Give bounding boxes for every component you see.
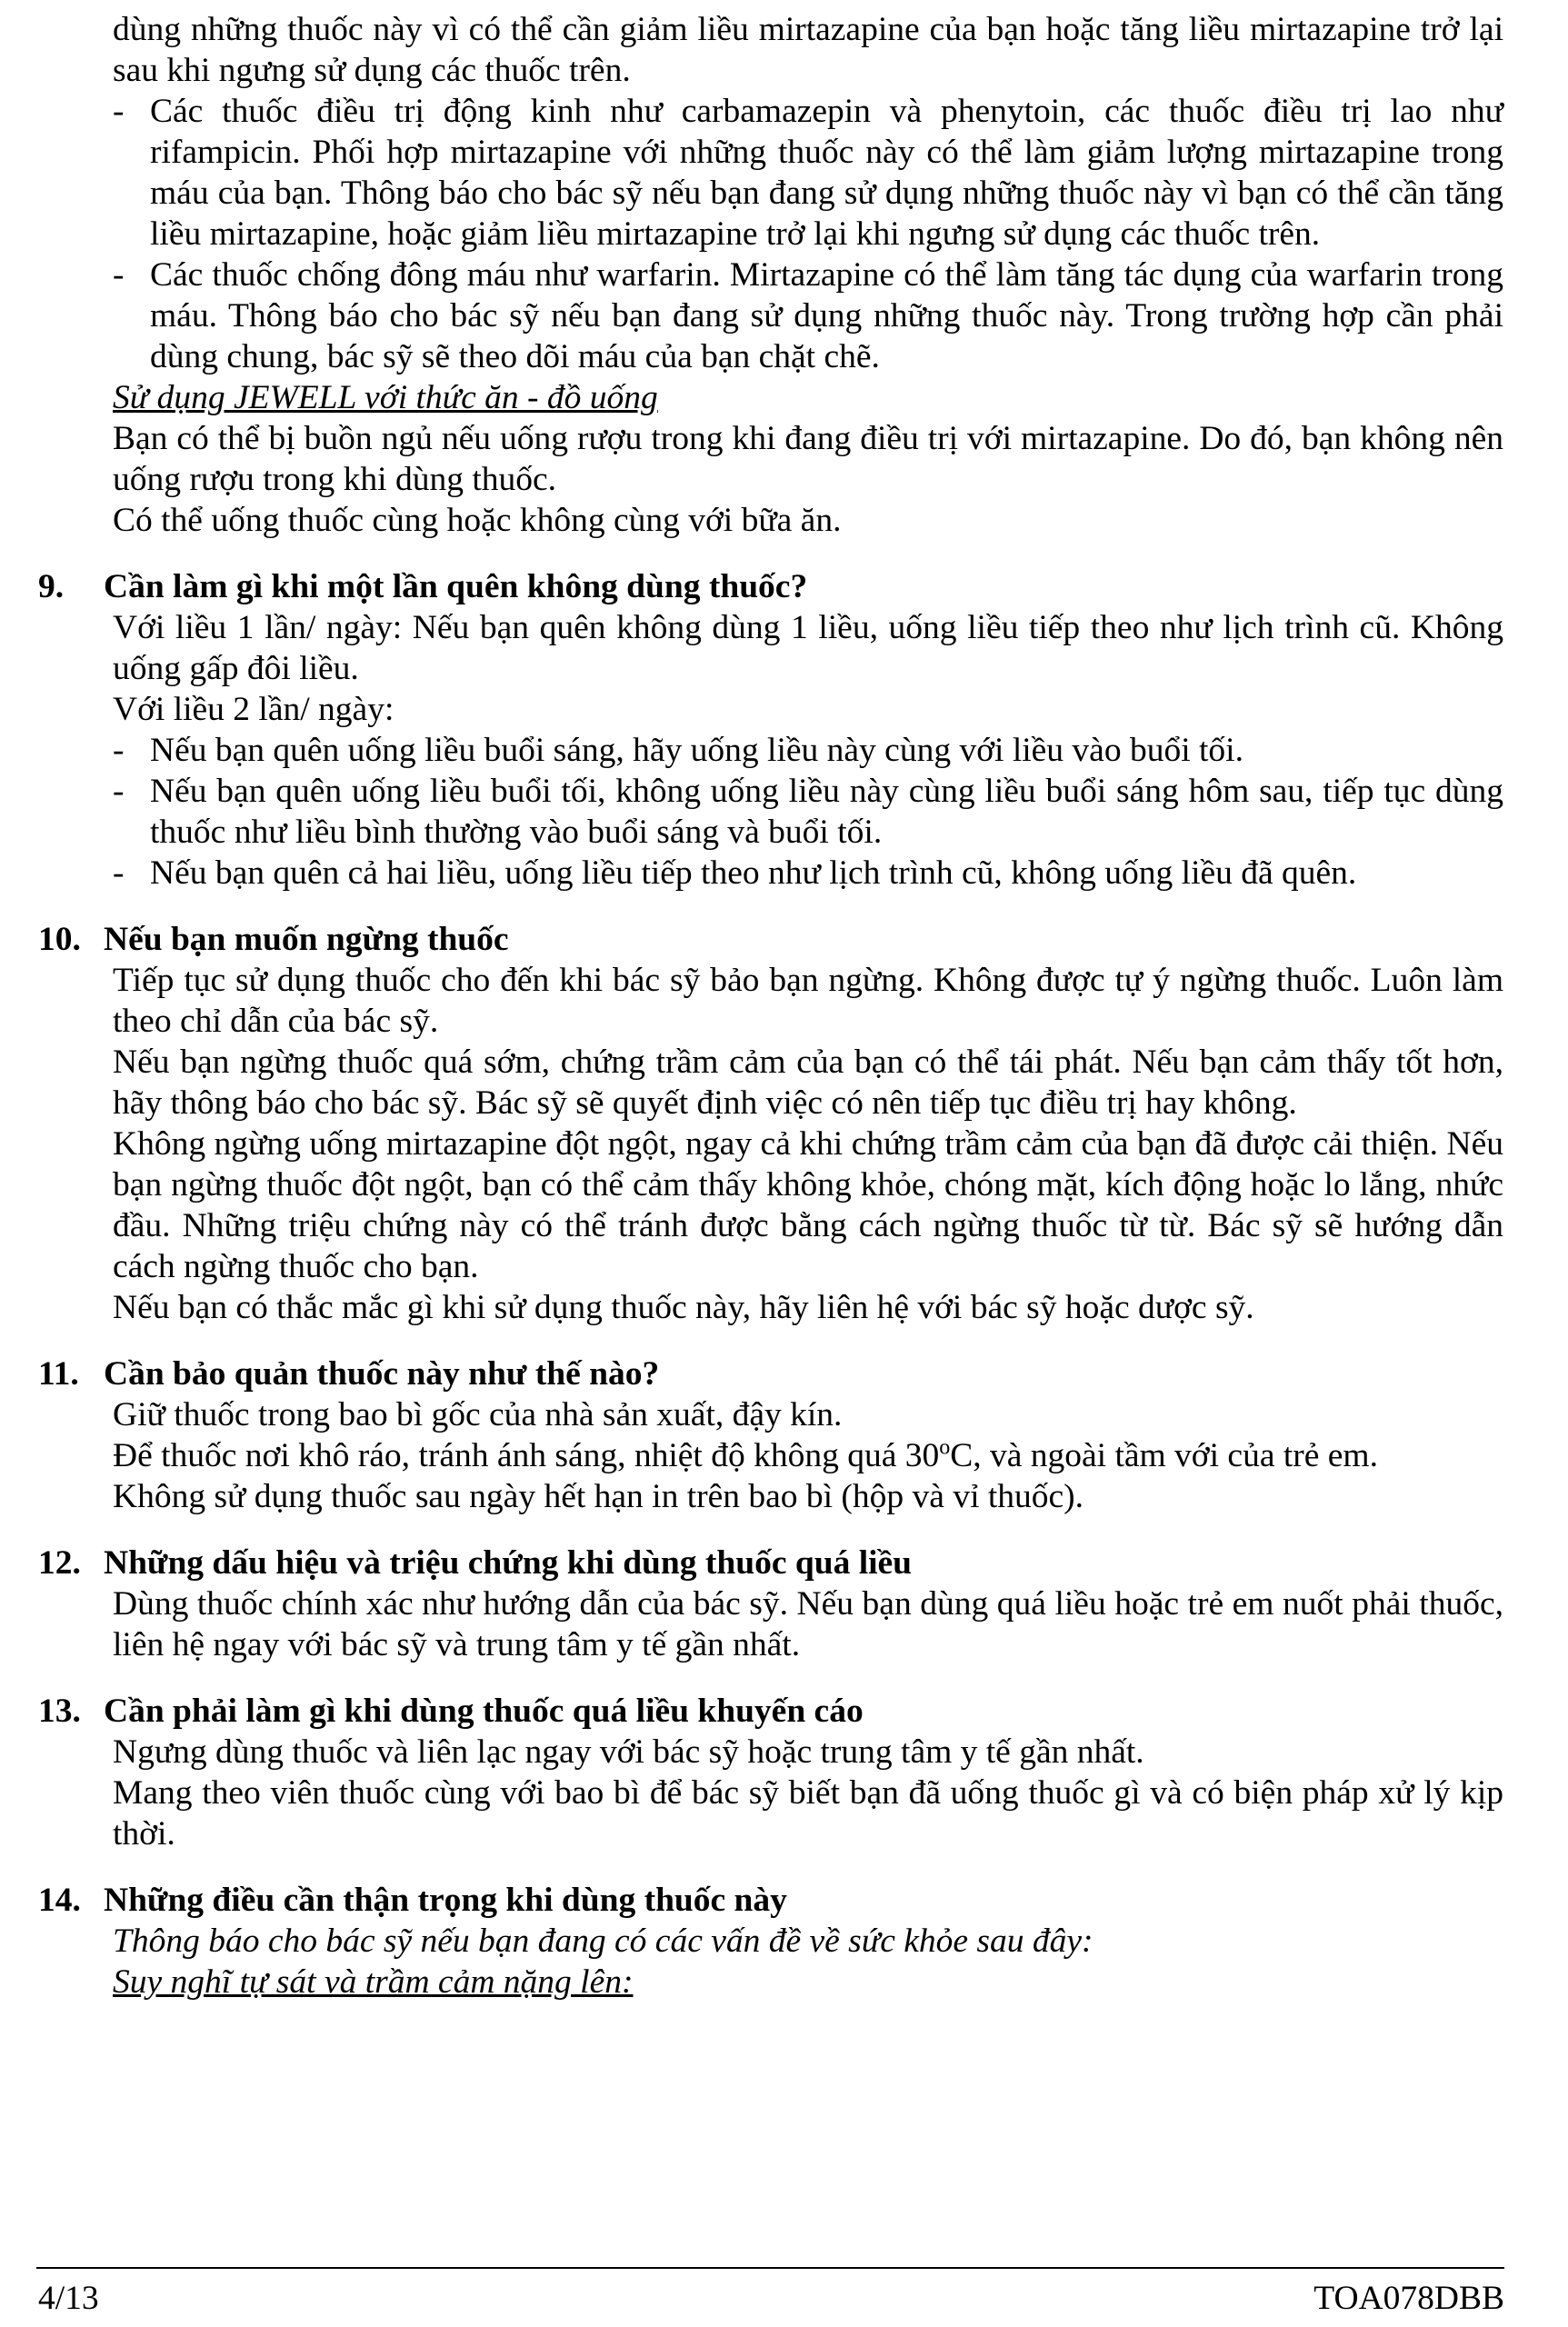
paragraph: Nếu bạn có thắc mắc gì khi sử dụng thuốc này, hãy liên hệ với bác sỹ hoặc dược sỹ. bbox=[113, 1289, 1254, 1326]
list-item bbox=[38, 91, 1503, 255]
section-title: Những điều cần thận trọng khi dùng thuốc này bbox=[104, 1882, 787, 1919]
section-title: Nếu bạn muốn ngừng thuốc bbox=[104, 921, 509, 958]
list-item bbox=[38, 853, 1503, 894]
storage-text-b: C, và ngoài tầm với của trẻ em. bbox=[950, 1437, 1378, 1474]
section-13 bbox=[38, 1691, 1503, 1854]
subheading bbox=[38, 1962, 1503, 2002]
dash-bullet: - bbox=[113, 93, 125, 130]
dash-bullet: - bbox=[113, 732, 125, 769]
paragraph: Với liều 1 lần/ ngày: Nếu bạn quên không dùng 1 liều, uống liều tiếp theo như lịch trình cũ. Không uống gấp đôi liều. bbox=[113, 609, 1503, 687]
paragraph: Không sử dụng thuốc sau ngày hết hạn in trên bao bì (hộp và vỉ thuốc). bbox=[113, 1478, 1084, 1515]
section-9 bbox=[38, 566, 1503, 894]
list-item-text: Nếu bạn quên cả hai liều, uống liều tiếp theo như lịch trình cũ, không uống liều đã quên. bbox=[150, 854, 1357, 892]
section-number: 11. bbox=[38, 1355, 79, 1393]
section-heading bbox=[38, 919, 1503, 960]
subheading-text: Suy nghĩ tự sát và trầm cảm nặng lên: bbox=[113, 1963, 634, 2001]
list-item-text: Các thuốc điều trị động kinh như carbamazepin và phenytoin, các thuốc điều trị lao như rifampicin. Phối hợp mirtazapine với những thuốc này có thể làm giảm lượng mirtazapine trong máu của bạn. Thông báo cho bác sỹ nếu bạn đang sử dụng những thuốc này vì bạn có thể cần tăng liều mirtazapine, hoặc giảm liều mirtazapine trở lại khi ngưng sử dụng các thuốc trên. bbox=[150, 93, 1503, 253]
section-10 bbox=[38, 919, 1503, 1328]
list-item bbox=[38, 255, 1503, 377]
list-item bbox=[38, 730, 1503, 771]
section-number: 9. bbox=[38, 568, 65, 605]
paragraph: Nếu bạn ngừng thuốc quá sớm, chứng trầm cảm của bạn có thể tái phát. Nếu bạn cảm thấy tốt hơn, hãy thông báo cho bác sỹ. Bác sỹ sẽ quyết định việc có nên tiếp tục điều trị hay không. bbox=[113, 1044, 1503, 1122]
paragraph: Giữ thuốc trong bao bì gốc của nhà sản xuất, đậy kín. bbox=[113, 1396, 843, 1433]
dash-bullet: - bbox=[113, 256, 125, 294]
list-item-text: Các thuốc chống đông máu như warfarin. Mirtazapine có thể làm tăng tác dụng của warfarin trong máu. Thông báo cho bác sỹ nếu bạn đang sử dụng những thuốc này. Trong trường hợp cần phải dùng chung, bác sỹ sẽ theo dõi máu của bạn chặt chẽ. bbox=[150, 256, 1503, 375]
paragraph: Dùng thuốc chính xác như hướng dẫn của bác sỹ. Nếu bạn dùng quá liều hoặc trẻ em nuốt phải thuốc, liên hệ ngay với bác sỹ và trung tâm y tế gần nhất. bbox=[113, 1585, 1503, 1663]
section-heading bbox=[38, 1543, 1503, 1583]
document-code: TOA078DBB bbox=[1313, 2280, 1504, 2317]
food-drink-heading bbox=[38, 377, 1503, 418]
section-number: 12. bbox=[38, 1544, 81, 1582]
page-number: 4/13 bbox=[38, 2280, 99, 2317]
paragraph bbox=[38, 1435, 1503, 1476]
paragraph: Tiếp tục sử dụng thuốc cho đến khi bác sỹ bảo bạn ngừng. Không được tự ý ngừng thuốc. Luôn làm theo chỉ dẫn của bác sỹ. bbox=[113, 962, 1503, 1040]
section-heading bbox=[38, 1880, 1503, 1921]
section-heading bbox=[38, 566, 1503, 607]
section-14 bbox=[38, 1880, 1503, 2002]
section-title: Những dấu hiệu và triệu chứng khi dùng thuốc quá liều bbox=[104, 1544, 913, 1582]
section-number: 13. bbox=[38, 1693, 81, 1730]
page-content bbox=[38, 9, 1503, 2002]
section-title: Cần làm gì khi một lần quên không dùng thuốc? bbox=[104, 568, 808, 605]
degree-superscript: o bbox=[939, 1435, 951, 1460]
paragraph: Mang theo viên thuốc cùng với bao bì để bác sỹ biết bạn đã uống thuốc gì và có biện pháp xử lý kịp thời. bbox=[113, 1774, 1503, 1853]
paragraph: Ngưng dùng thuốc và liên lạc ngay với bác sỹ hoặc trung tâm y tế gần nhất. bbox=[113, 1733, 1144, 1771]
continuation-text: dùng những thuốc này vì có thể cần giảm liều mirtazapine của bạn hoặc tăng liều mirtazapine trở lại sau khi ngưng sử dụng các thuốc trên. bbox=[113, 11, 1503, 89]
section-heading bbox=[38, 1353, 1503, 1394]
section-title: Cần bảo quản thuốc này như thế nào? bbox=[104, 1355, 660, 1393]
food-drink-heading-text: Sử dụng JEWELL với thức ăn - đồ uống bbox=[113, 379, 658, 416]
section-number: 10. bbox=[38, 921, 81, 958]
italic-paragraph: Thông báo cho bác sỹ nếu bạn đang có các vấn đề về sức khỏe sau đây: bbox=[113, 1923, 1094, 1960]
food-drink-paragraph: Bạn có thể bị buồn ngủ nếu uống rượu trong khi đang điều trị với mirtazapine. Do đó, bạn không nên uống rượu trong khi dùng thuốc. bbox=[113, 420, 1503, 498]
paragraph: Không ngừng uống mirtazapine đột ngột, ngay cả khi chứng trầm cảm của bạn đã được cải thiện. Nếu bạn ngừng thuốc đột ngột, bạn có thể cảm thấy không khỏe, chóng mặt, kích động hoặc lo lắng, nhức đầu. Những triệu chứng này có thể tránh được bằng cách ngừng thuốc từ từ. Bác sỹ sẽ hướng dẫn cách ngừng thuốc cho bạn. bbox=[113, 1125, 1503, 1285]
storage-text-a: Để thuốc nơi khô ráo, tránh ánh sáng, nhiệt độ không quá 30 bbox=[113, 1437, 940, 1474]
section-number: 14. bbox=[38, 1882, 81, 1919]
section-12 bbox=[38, 1543, 1503, 1665]
section-heading bbox=[38, 1691, 1503, 1732]
section-11 bbox=[38, 1353, 1503, 1517]
paragraph: Với liều 2 lần/ ngày: bbox=[113, 691, 394, 728]
list-item bbox=[38, 771, 1503, 853]
dash-bullet: - bbox=[113, 773, 125, 810]
footer-divider bbox=[36, 2267, 1504, 2269]
food-drink-paragraph: Có thể uống thuốc cùng hoặc không cùng với bữa ăn. bbox=[113, 502, 842, 539]
list-item-text: Nếu bạn quên uống liều buổi tối, không uống liều này cùng liều buổi sáng hôm sau, tiếp tục dùng thuốc như liều bình thường vào buổi sáng và buổi tối. bbox=[150, 773, 1503, 851]
dash-bullet: - bbox=[113, 854, 125, 892]
section-title: Cần phải làm gì khi dùng thuốc quá liều khuyến cáo bbox=[104, 1693, 864, 1730]
list-item-text: Nếu bạn quên uống liều buổi sáng, hãy uống liều này cùng với liều vào buổi tối. bbox=[150, 732, 1243, 769]
